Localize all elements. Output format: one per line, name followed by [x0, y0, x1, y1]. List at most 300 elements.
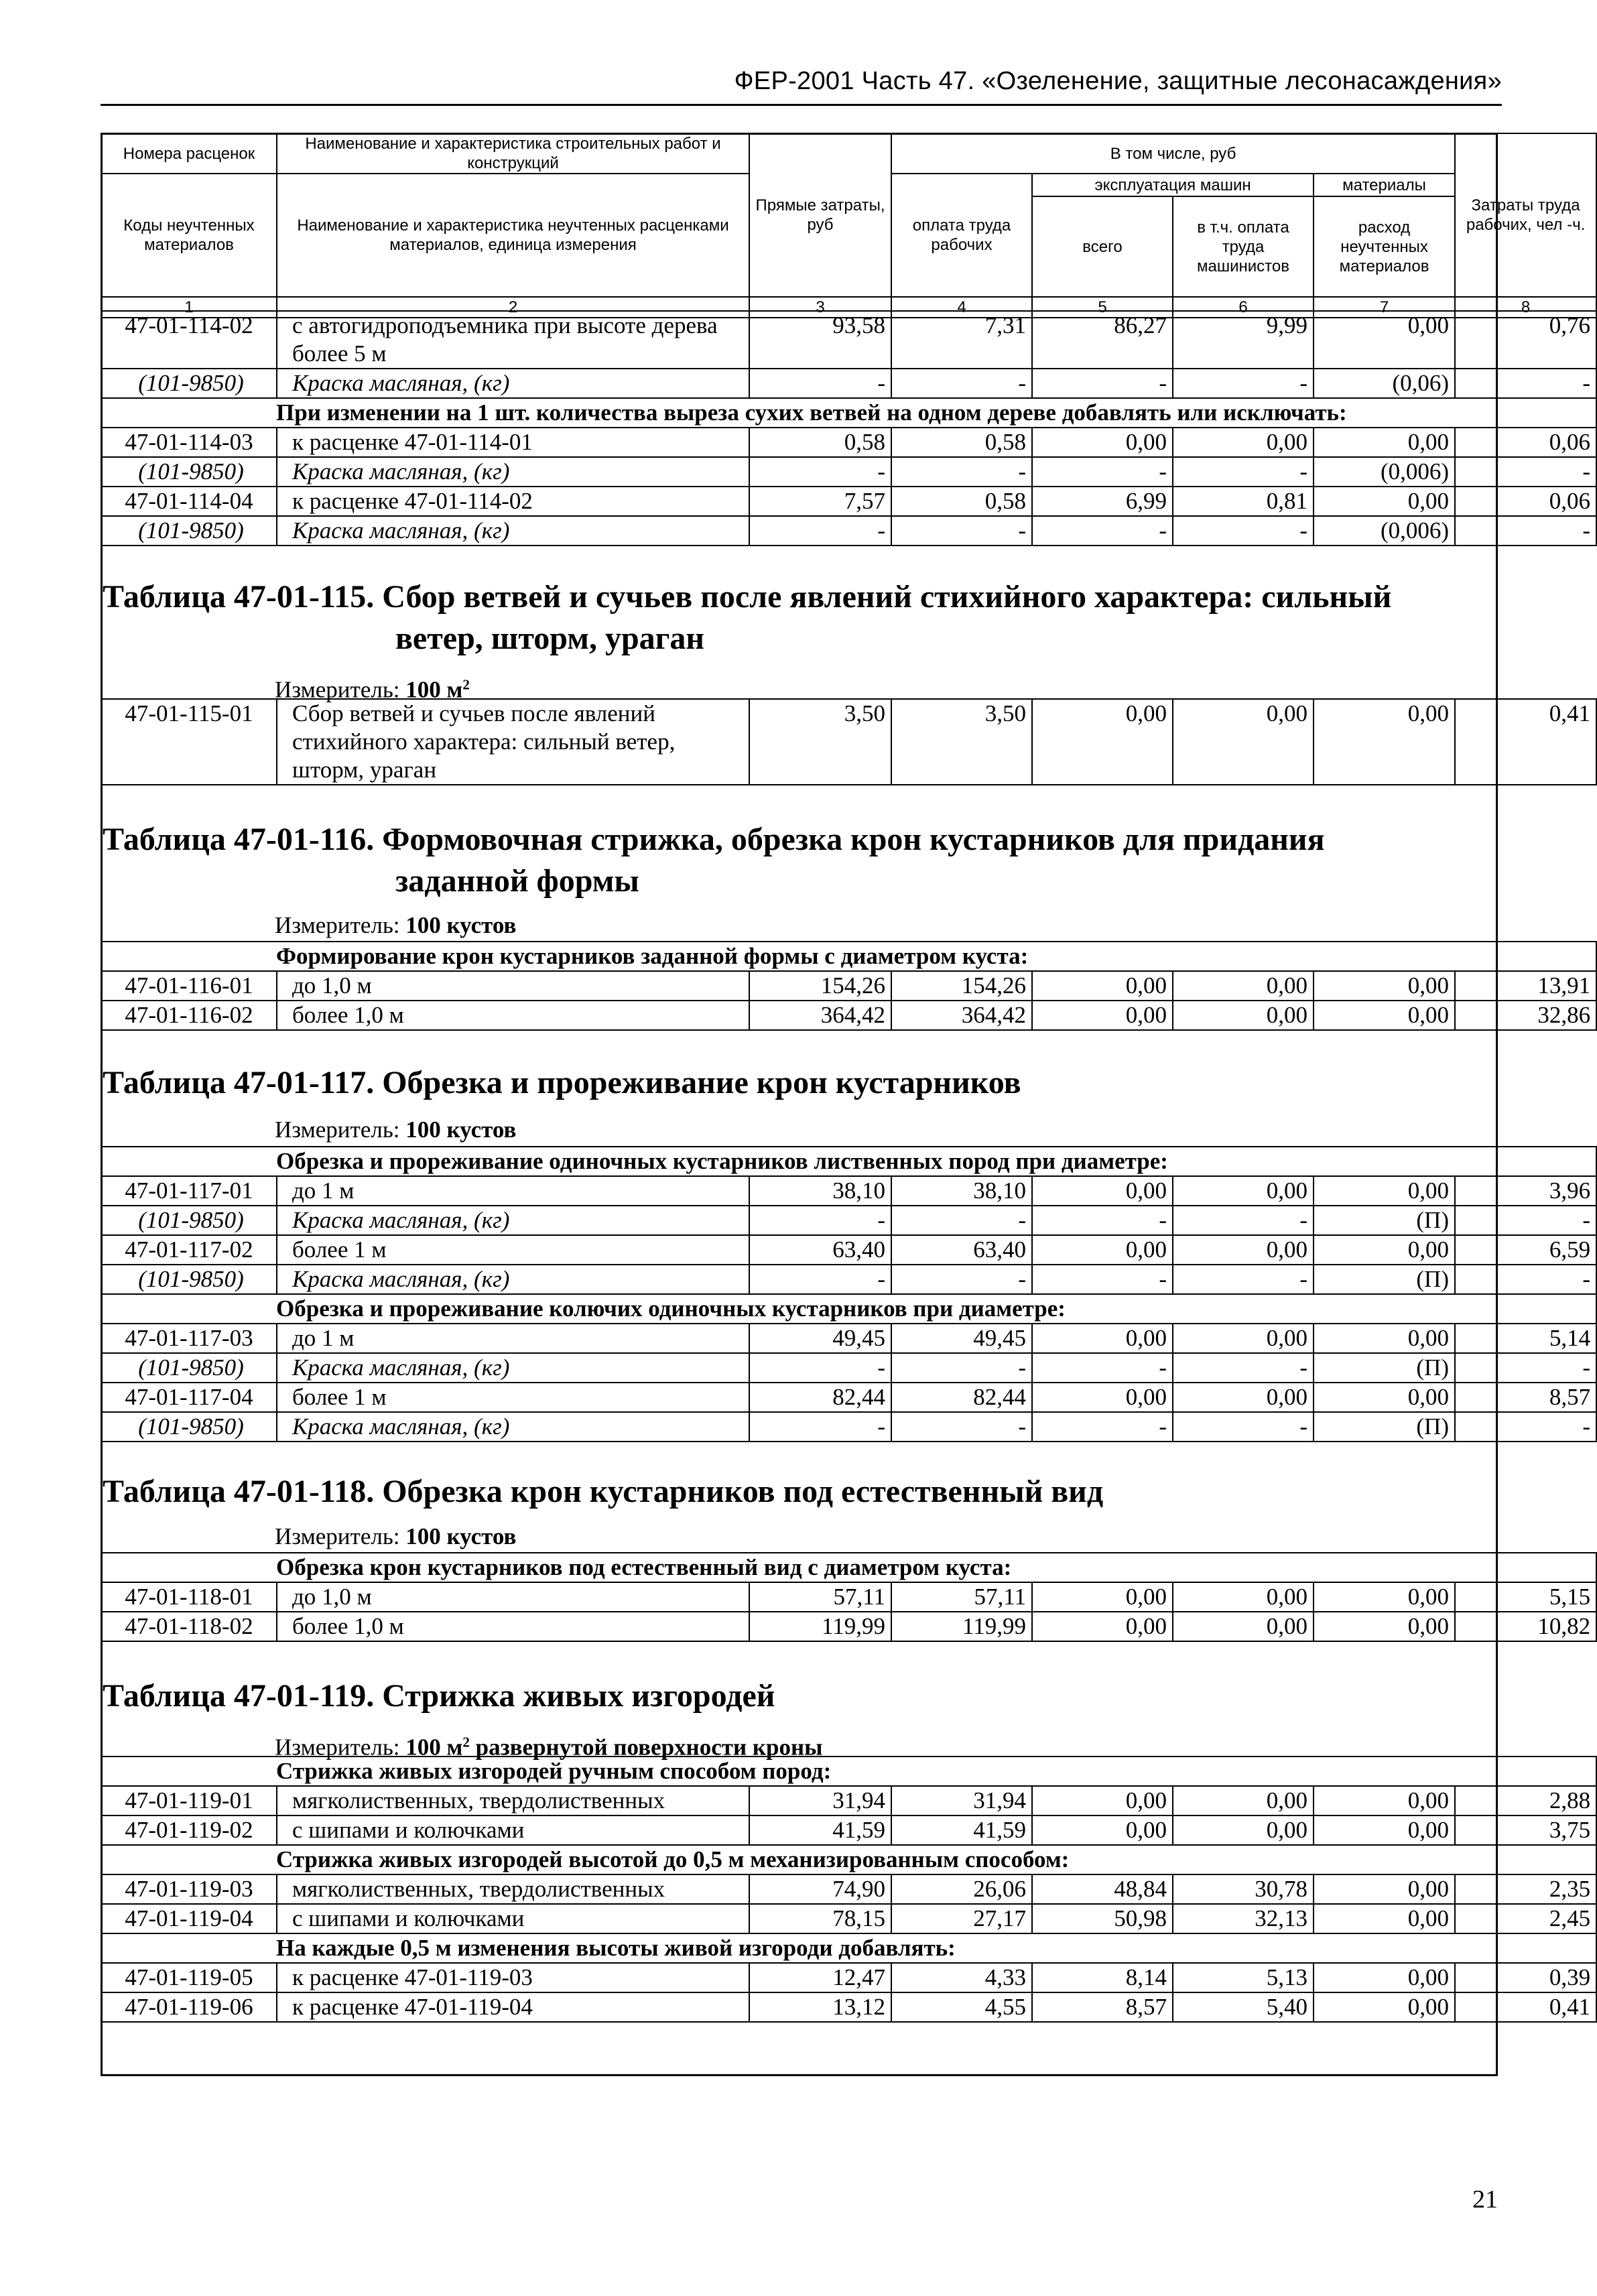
- machinist-pay: 0,00: [1173, 1815, 1314, 1845]
- machines-total: 0,00: [1032, 1786, 1173, 1815]
- material-name: Краска масляная, (кг): [277, 369, 749, 398]
- labor-hours: 6,59: [1455, 1235, 1596, 1265]
- machines-total: 0,00: [1032, 1176, 1173, 1206]
- section-heading: Стрижка живых изгородей ручным способом пород:: [101, 1757, 1596, 1786]
- rate-row: [101, 428, 1596, 457]
- rate-name: с шипами и колючками: [277, 1815, 749, 1845]
- materials-value: 0,00: [1314, 428, 1455, 457]
- labor-hours: -: [1455, 516, 1596, 546]
- machinist-pay: 5,40: [1173, 1992, 1314, 2022]
- machinist-pay: -: [1173, 1353, 1314, 1383]
- materials-value: 0,00: [1314, 1235, 1455, 1265]
- header-machinist-pay: в т.ч. оплата труда машинистов: [1173, 196, 1314, 297]
- direct-costs: -: [749, 457, 891, 487]
- rate-code: 47-01-119-03: [101, 1874, 277, 1904]
- machines-total: 0,00: [1032, 1235, 1173, 1265]
- rate-name: более 1 м: [277, 1383, 749, 1412]
- section-heading: При изменении на 1 шт. количества выреза сухих ветвей на одном дереве добавлять или исключать:: [101, 398, 1596, 428]
- machinist-pay: -: [1173, 516, 1314, 546]
- materials-value: (П): [1314, 1412, 1455, 1442]
- rate-name: к расценке 47-01-119-04: [277, 1992, 749, 2022]
- rates-table-115: [101, 698, 1597, 785]
- labor-hours: 0,39: [1455, 1963, 1596, 1992]
- rates-table-119: [101, 1756, 1597, 2023]
- labor-hours: 32,86: [1455, 1001, 1596, 1030]
- labor-pay: 7,31: [891, 311, 1032, 369]
- direct-costs: 49,45: [749, 1324, 891, 1353]
- machines-total: -: [1032, 1412, 1173, 1442]
- table-title-116: [103, 819, 1325, 902]
- direct-costs: 119,99: [749, 1612, 891, 1641]
- direct-costs: 31,94: [749, 1786, 891, 1815]
- header-materials: материалы: [1314, 174, 1455, 196]
- direct-costs: -: [749, 369, 891, 398]
- direct-costs: -: [749, 1265, 891, 1294]
- machinist-pay: 0,00: [1173, 428, 1314, 457]
- column-number: 3: [749, 297, 891, 318]
- labor-hours: 0,76: [1455, 311, 1596, 369]
- measure-116: [275, 911, 516, 940]
- header-name-bottom: Наименование и характеристика неучтенных расценками материалов, единица измерения: [277, 174, 749, 297]
- materials-value: 0,00: [1314, 971, 1455, 1001]
- rate-name: более 1 м: [277, 1235, 749, 1265]
- material-code: (101-9850): [101, 1265, 277, 1294]
- section-row: [101, 398, 1596, 428]
- direct-costs: 82,44: [749, 1383, 891, 1412]
- direct-costs: 38,10: [749, 1176, 891, 1206]
- measure-label: Измеритель:: [275, 1734, 400, 1761]
- machinist-pay: 0,00: [1173, 1383, 1314, 1412]
- section-row: [101, 1845, 1596, 1874]
- material-code: (101-9850): [101, 1412, 277, 1442]
- rate-name: более 1,0 м: [277, 1612, 749, 1641]
- materials-value: (П): [1314, 1206, 1455, 1235]
- materials-value: 0,00: [1314, 311, 1455, 369]
- direct-costs: -: [749, 1353, 891, 1383]
- material-row: [101, 1265, 1596, 1294]
- machines-total: 0,00: [1032, 1582, 1173, 1612]
- direct-costs: -: [749, 1412, 891, 1442]
- rate-name: к расценке 47-01-114-01: [277, 428, 749, 457]
- header-unaccounted-materials: расход неучтенных материалов: [1314, 196, 1455, 297]
- measure-value: 100 кустов: [405, 912, 517, 938]
- rate-code: 47-01-114-02: [101, 311, 277, 369]
- machines-total: 48,84: [1032, 1874, 1173, 1904]
- labor-pay: 364,42: [891, 1001, 1032, 1030]
- labor-hours: -: [1455, 369, 1596, 398]
- rate-code: 47-01-119-04: [101, 1904, 277, 1933]
- materials-value: (0,006): [1314, 457, 1455, 487]
- material-row: [101, 516, 1596, 546]
- section-heading: Стрижка живых изгородей высотой до 0,5 м механизированным способом:: [101, 1845, 1596, 1874]
- machinist-pay: 0,00: [1173, 1324, 1314, 1353]
- labor-pay: -: [891, 1412, 1032, 1442]
- direct-costs: 364,42: [749, 1001, 891, 1030]
- labor-pay: 0,58: [891, 428, 1032, 457]
- measure-sup: 2: [462, 1734, 470, 1750]
- labor-pay: 57,11: [891, 1582, 1032, 1612]
- measure-label: Измеритель:: [275, 912, 400, 938]
- rate-row: [101, 1786, 1596, 1815]
- direct-costs: 154,26: [749, 971, 891, 1001]
- material-code: (101-9850): [101, 369, 277, 398]
- rate-name: с автогидроподъемника при высоте дерева более 5 м: [277, 311, 749, 369]
- labor-pay: -: [891, 1265, 1032, 1294]
- section-row: [101, 942, 1596, 971]
- labor-pay: 38,10: [891, 1176, 1032, 1206]
- machinist-pay: 0,00: [1173, 971, 1314, 1001]
- measure-label: Измеритель:: [275, 676, 400, 703]
- direct-costs: 93,58: [749, 311, 891, 369]
- labor-pay: 82,44: [891, 1383, 1032, 1412]
- rate-code: 47-01-117-01: [101, 1176, 277, 1206]
- machinist-pay: 5,13: [1173, 1963, 1314, 1992]
- measure-value: 100 м: [405, 1734, 463, 1761]
- rate-row: [101, 1904, 1596, 1933]
- measure-tail: развернутой поверхности кроны: [469, 1734, 823, 1761]
- labor-hours: 5,14: [1455, 1324, 1596, 1353]
- direct-costs: 41,59: [749, 1815, 891, 1845]
- material-name: Краска масляная, (кг): [277, 1353, 749, 1383]
- rate-code: 47-01-119-06: [101, 1992, 277, 2022]
- materials-value: (П): [1314, 1353, 1455, 1383]
- rate-row: [101, 487, 1596, 516]
- column-number: 4: [891, 297, 1032, 318]
- rate-row: [101, 1992, 1596, 2022]
- rate-name: мягколиственных, твердолиственных: [277, 1874, 749, 1904]
- machines-total: 86,27: [1032, 311, 1173, 369]
- rate-row: [101, 1383, 1596, 1412]
- materials-value: (0,006): [1314, 516, 1455, 546]
- machines-total: 0,00: [1032, 971, 1173, 1001]
- machinist-pay: 32,13: [1173, 1904, 1314, 1933]
- header-direct-costs: Прямые затраты, руб: [749, 133, 891, 297]
- machines-total: -: [1032, 1206, 1173, 1235]
- machines-total: 0,00: [1032, 1612, 1173, 1641]
- labor-pay: 154,26: [891, 971, 1032, 1001]
- rate-code: 47-01-118-01: [101, 1582, 277, 1612]
- machinist-pay: 0,00: [1173, 1001, 1314, 1030]
- material-name: Краска масляная, (кг): [277, 1206, 749, 1235]
- labor-pay: -: [891, 1206, 1032, 1235]
- header-code-bottom: Коды неучтенных материалов: [101, 174, 277, 297]
- machinist-pay: 0,00: [1173, 1176, 1314, 1206]
- rate-code: 47-01-114-04: [101, 487, 277, 516]
- labor-pay: 119,99: [891, 1612, 1032, 1641]
- direct-costs: -: [749, 1206, 891, 1235]
- material-row: [101, 369, 1596, 398]
- materials-value: 0,00: [1314, 1992, 1455, 2022]
- labor-hours: 2,35: [1455, 1874, 1596, 1904]
- measure-value: 100 кустов: [405, 1117, 517, 1143]
- rates-table-116: [101, 941, 1597, 1031]
- rate-row: [101, 1582, 1596, 1612]
- rate-row: [101, 699, 1596, 785]
- table-title-118: [103, 1471, 1103, 1513]
- column-number: 2: [277, 297, 749, 318]
- section-row: [101, 1147, 1596, 1176]
- table-title-117: [103, 1062, 1021, 1104]
- rate-name: к расценке 47-01-119-03: [277, 1963, 749, 1992]
- labor-pay: -: [891, 516, 1032, 546]
- material-row: [101, 457, 1596, 487]
- direct-costs: 63,40: [749, 1235, 891, 1265]
- labor-hours: -: [1455, 457, 1596, 487]
- labor-pay: 4,33: [891, 1963, 1032, 1992]
- rate-code: 47-01-115-01: [101, 699, 277, 785]
- machines-total: 6,99: [1032, 487, 1173, 516]
- labor-hours: 13,91: [1455, 971, 1596, 1001]
- title-line-1: Таблица 47-01-118. Обрезка крон кустарников под естественный вид: [103, 1474, 1104, 1509]
- column-header-table: [101, 133, 1597, 318]
- material-name: Краска масляная, (кг): [277, 457, 749, 487]
- section-row: [101, 1933, 1596, 1963]
- header-machines-total: всего: [1032, 196, 1173, 297]
- material-code: (101-9850): [101, 457, 277, 487]
- labor-hours: 0,41: [1455, 699, 1596, 785]
- rate-code: 47-01-117-03: [101, 1324, 277, 1353]
- title-line-1: Таблица 47-01-115. Сбор ветвей и сучьев после явлений стихийного характера: сильный: [103, 579, 1392, 615]
- rate-name: до 1 м: [277, 1176, 749, 1206]
- title-line-1: Таблица 47-01-119. Стрижка живых изгородей: [103, 1678, 775, 1714]
- machines-total: -: [1032, 457, 1173, 487]
- machines-total: 8,57: [1032, 1992, 1173, 2022]
- materials-value: 0,00: [1314, 1612, 1455, 1641]
- materials-value: 0,00: [1314, 1582, 1455, 1612]
- labor-pay: -: [891, 457, 1032, 487]
- material-name: Краска масляная, (кг): [277, 1412, 749, 1442]
- title-line-1: Таблица 47-01-116. Формовочная стрижка, обрезка крон кустарников для придания: [103, 822, 1325, 857]
- machinist-pay: 9,99: [1173, 311, 1314, 369]
- labor-pay: 0,58: [891, 487, 1032, 516]
- rate-name: Сбор ветвей и сучьев после явлений стихийного характера: сильный ветер, шторм, ураган: [277, 699, 749, 785]
- materials-value: 0,00: [1314, 1963, 1455, 1992]
- rate-name: мягколиственных, твердолиственных: [277, 1786, 749, 1815]
- rate-code: 47-01-119-02: [101, 1815, 277, 1845]
- machinist-pay: -: [1173, 1206, 1314, 1235]
- rate-name: до 1,0 м: [277, 1582, 749, 1612]
- labor-hours: 0,06: [1455, 428, 1596, 457]
- machines-total: -: [1032, 1353, 1173, 1383]
- header-rule: [101, 104, 1502, 106]
- labor-pay: 41,59: [891, 1815, 1032, 1845]
- material-code: (101-9850): [101, 516, 277, 546]
- rate-row: [101, 1874, 1596, 1904]
- machines-total: 8,14: [1032, 1963, 1173, 1992]
- materials-value: 0,00: [1314, 1904, 1455, 1933]
- section-heading: Обрезка и прореживание одиночных кустарников лиственных пород при диаметре:: [101, 1147, 1596, 1176]
- header-labor-pay: оплата труда рабочих: [891, 174, 1032, 297]
- materials-value: (0,06): [1314, 369, 1455, 398]
- rates-table-117: [101, 1146, 1597, 1442]
- rate-row: [101, 1963, 1596, 1992]
- title-line-2: заданной формы: [395, 863, 639, 899]
- section-heading: На каждые 0,5 м изменения высоты живой изгороди добавлять:: [101, 1933, 1596, 1963]
- labor-hours: -: [1455, 1353, 1596, 1383]
- rate-row: [101, 1324, 1596, 1353]
- rate-row: [101, 1176, 1596, 1206]
- rates-table-114: [101, 310, 1597, 546]
- machines-total: 0,00: [1032, 1001, 1173, 1030]
- labor-hours: -: [1455, 1265, 1596, 1294]
- rate-row: [101, 1235, 1596, 1265]
- labor-hours: 2,45: [1455, 1904, 1596, 1933]
- section-heading: Обрезка крон кустарников под естественный вид с диаметром куста:: [101, 1553, 1596, 1582]
- rate-name: до 1,0 м: [277, 971, 749, 1001]
- machinist-pay: 0,00: [1173, 1786, 1314, 1815]
- labor-pay: 4,55: [891, 1992, 1032, 2022]
- direct-costs: 78,15: [749, 1904, 891, 1933]
- measure-value: 100 кустов: [405, 1523, 517, 1549]
- machines-total: 0,00: [1032, 699, 1173, 785]
- measure-label: Измеритель:: [275, 1523, 400, 1549]
- material-row: [101, 1412, 1596, 1442]
- rate-name: до 1 м: [277, 1324, 749, 1353]
- column-number: 8: [1455, 297, 1596, 318]
- table-title-115: [103, 576, 1391, 659]
- rate-row: [101, 1815, 1596, 1845]
- labor-hours: -: [1455, 1412, 1596, 1442]
- materials-value: 0,00: [1314, 1874, 1455, 1904]
- section-row: [101, 1294, 1596, 1324]
- title-line-2: ветер, шторм, ураган: [395, 621, 705, 656]
- column-number: 7: [1314, 297, 1455, 318]
- machines-total: -: [1032, 369, 1173, 398]
- labor-hours: 0,41: [1455, 1992, 1596, 2022]
- materials-value: 0,00: [1314, 487, 1455, 516]
- title-line-1: Таблица 47-01-117. Обрезка и прореживание крон кустарников: [103, 1065, 1021, 1100]
- header-code-top: Номера расценок: [101, 133, 277, 174]
- machinist-pay: 30,78: [1173, 1874, 1314, 1904]
- rate-name: с шипами и колючками: [277, 1904, 749, 1933]
- machines-total: 0,00: [1032, 428, 1173, 457]
- machinist-pay: 0,00: [1173, 1612, 1314, 1641]
- labor-pay: 63,40: [891, 1235, 1032, 1265]
- labor-hours: 2,88: [1455, 1786, 1596, 1815]
- rate-code: 47-01-114-03: [101, 428, 277, 457]
- direct-costs: 12,47: [749, 1963, 891, 1992]
- materials-value: 0,00: [1314, 1786, 1455, 1815]
- measure-label: Измеритель:: [275, 1117, 400, 1143]
- machinist-pay: -: [1173, 1412, 1314, 1442]
- machinist-pay: 0,00: [1173, 1582, 1314, 1612]
- material-name: Краска масляная, (кг): [277, 516, 749, 546]
- direct-costs: 7,57: [749, 487, 891, 516]
- rate-row: [101, 1001, 1596, 1030]
- machines-total: 0,00: [1032, 1324, 1173, 1353]
- rate-code: 47-01-119-01: [101, 1786, 277, 1815]
- machines-total: 0,00: [1032, 1383, 1173, 1412]
- rate-code: 47-01-117-02: [101, 1235, 277, 1265]
- labor-pay: -: [891, 369, 1032, 398]
- rate-code: 47-01-118-02: [101, 1612, 277, 1641]
- labor-hours: 3,75: [1455, 1815, 1596, 1845]
- column-number: 6: [1173, 297, 1314, 318]
- materials-value: 0,00: [1314, 1324, 1455, 1353]
- materials-value: 0,00: [1314, 699, 1455, 785]
- labor-pay: 27,17: [891, 1904, 1032, 1933]
- labor-hours: 5,15: [1455, 1582, 1596, 1612]
- direct-costs: -: [749, 516, 891, 546]
- material-code: (101-9850): [101, 1206, 277, 1235]
- measure-117: [275, 1116, 516, 1144]
- rate-name: к расценке 47-01-114-02: [277, 487, 749, 516]
- material-row: [101, 1206, 1596, 1235]
- material-code: (101-9850): [101, 1353, 277, 1383]
- labor-hours: 3,96: [1455, 1176, 1596, 1206]
- measure-value: 100 м: [405, 676, 463, 703]
- direct-costs: 3,50: [749, 699, 891, 785]
- direct-costs: 0,58: [749, 428, 891, 457]
- machines-total: 50,98: [1032, 1904, 1173, 1933]
- materials-value: 0,00: [1314, 1001, 1455, 1030]
- column-number: 5: [1032, 297, 1173, 318]
- labor-hours: -: [1455, 1206, 1596, 1235]
- machinist-pay: 0,00: [1173, 699, 1314, 785]
- rate-code: 47-01-117-04: [101, 1383, 277, 1412]
- labor-pay: 26,06: [891, 1874, 1032, 1904]
- running-header: ФЕР-2001 Часть 47. «Озеленение, защитные лесонасаждения»: [734, 67, 1502, 95]
- measure-sup: 2: [462, 676, 470, 692]
- machines-total: 0,00: [1032, 1815, 1173, 1845]
- labor-hours: 8,57: [1455, 1383, 1596, 1412]
- rates-table-118: [101, 1552, 1597, 1642]
- direct-costs: 57,11: [749, 1582, 891, 1612]
- machines-total: -: [1032, 1265, 1173, 1294]
- material-row: [101, 1353, 1596, 1383]
- rate-code: 47-01-119-05: [101, 1963, 277, 1992]
- materials-value: 0,00: [1314, 1383, 1455, 1412]
- section-heading: Обрезка и прореживание колючих одиночных кустарников при диаметре:: [101, 1294, 1596, 1324]
- machinist-pay: -: [1173, 457, 1314, 487]
- materials-value: 0,00: [1314, 1176, 1455, 1206]
- machinist-pay: 0,81: [1173, 487, 1314, 516]
- labor-hours: 10,82: [1455, 1612, 1596, 1641]
- machinist-pay: 0,00: [1173, 1235, 1314, 1265]
- header-name-top: Наименование и характеристика строительных работ и конструкций: [277, 133, 749, 174]
- machines-total: -: [1032, 516, 1173, 546]
- table-title-119: [103, 1675, 775, 1717]
- machinist-pay: -: [1173, 1265, 1314, 1294]
- header-labor-costs: Затраты труда рабочих, чел -ч.: [1455, 133, 1596, 297]
- rate-row: [101, 1612, 1596, 1641]
- section-row: [101, 1553, 1596, 1582]
- measure-118: [275, 1523, 516, 1551]
- page-number: 21: [1472, 2185, 1498, 2214]
- rate-code: 47-01-116-01: [101, 971, 277, 1001]
- header-machines: эксплуатация машин: [1032, 174, 1314, 196]
- direct-costs: 74,90: [749, 1874, 891, 1904]
- labor-hours: 0,06: [1455, 487, 1596, 516]
- labor-pay: 49,45: [891, 1324, 1032, 1353]
- rate-row: [101, 971, 1596, 1001]
- labor-pay: -: [891, 1353, 1032, 1383]
- materials-value: (П): [1314, 1265, 1455, 1294]
- column-number: 1: [101, 297, 277, 318]
- header-including: В том числе, руб: [891, 133, 1455, 174]
- labor-pay: 3,50: [891, 699, 1032, 785]
- direct-costs: 13,12: [749, 1992, 891, 2022]
- section-row: [101, 1757, 1596, 1786]
- rate-row: [101, 311, 1596, 369]
- section-heading: Формирование крон кустарников заданной формы с диаметром куста:: [101, 942, 1596, 971]
- materials-value: 0,00: [1314, 1815, 1455, 1845]
- rate-code: 47-01-116-02: [101, 1001, 277, 1030]
- material-name: Краска масляная, (кг): [277, 1265, 749, 1294]
- machinist-pay: -: [1173, 369, 1314, 398]
- labor-pay: 31,94: [891, 1786, 1032, 1815]
- rate-name: более 1,0 м: [277, 1001, 749, 1030]
